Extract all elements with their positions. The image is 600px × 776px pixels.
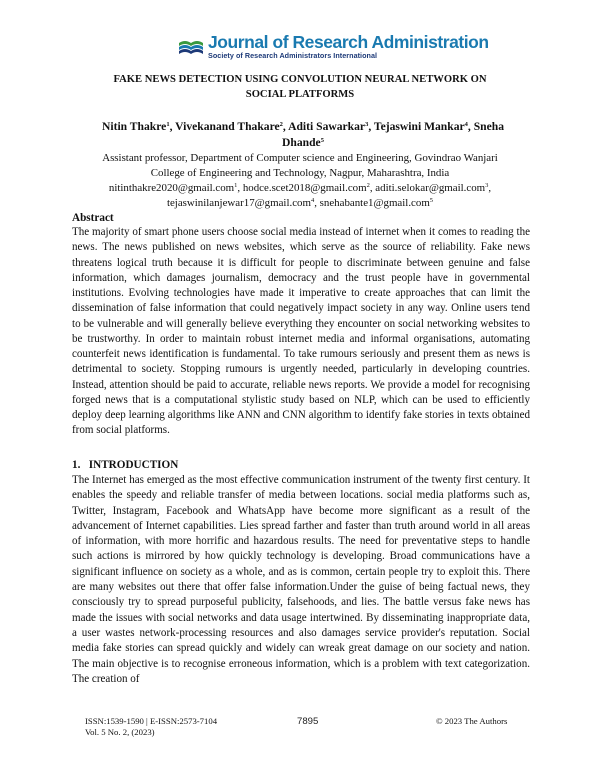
affiliation-line: College of Engineering and Technology, Nagpur, Maharashtra, India <box>150 167 450 179</box>
email-address: nitinthakre2020@gmail.com <box>108 182 235 194</box>
author-name: Sneha Dhande <box>282 120 504 149</box>
author-sup: 5 <box>320 137 324 144</box>
email-sup: 5 <box>429 197 434 204</box>
email-line: nitinthakre2020@gmail.com$^1$, hodce.scet2018@gmail.com$^2$, aditi.selokar@gmail.com$^3$, <box>108 182 492 194</box>
journal-logo <box>178 34 489 60</box>
introduction-body: The Internet has emerged as the most effective communication instrument of the twenty first century. It enables the speedy and reliable transfer of media between locations. social media platforms such as, Twitter, Instagram, Facebook and WhatsApp have become more significant as a result of the advancement of Internet capabilities. Lies spread farther and faster than truth around world in all areas of information, with more horrific and hazardous results. The need for preventative steps to handle such actions is mirrored by how quickly technology is developing. Broad communications have a significant influence on society as a whole, and as is common, certain people try to exploit this. There are many websites out there that offer false information.Under the guise of being factual news, they consciously try to spread purposeful publicity, falsehoods, and lies. The battle versus fake news has made the issues with social networks and data usage intertwined. By disseminating inappropriate data, a user wastes network-processing resources and also damages service provider's reputation. Social media fake stories can spread quickly and widely can wreak great damage on our society and nation. The main objective is to recognise erroneous information, which is a problem with text categorization. The creation of <box>72 474 530 685</box>
footer-issn: ISSN:1539-1590 | E-ISSN:2573-7104 <box>85 716 218 726</box>
email-address: tejaswinilanjewar17@gmail.com <box>166 197 311 209</box>
author-name: Nitin Thakre <box>102 120 167 133</box>
email-sup: 2 <box>366 182 370 189</box>
journal-subtitle: Society of Research Administrators International <box>208 51 378 60</box>
author-name: Aditi Sawarkar <box>288 120 366 133</box>
book-logo-icon <box>178 36 204 58</box>
abstract-heading: Abstract <box>72 212 114 224</box>
email-sup: 4 <box>310 197 315 204</box>
author-name: Vivekanand Thakare <box>175 120 280 133</box>
journal-name: Journal of Research Administration <box>208 32 489 52</box>
email-sup: 3 <box>485 182 489 189</box>
email-line: tejaswinilanjewar17@gmail.com$^4$, snehabante1@gmail.com$^5$ <box>166 197 434 209</box>
footer-copyright: © 2023 The Authors <box>436 716 508 726</box>
email-sup: 1 <box>234 182 238 189</box>
footer-issn-block <box>85 716 217 738</box>
paper-title-line: FAKE NEWS DETECTION USING CONVOLUTION NEURAL NETWORK ON <box>113 74 487 85</box>
author-sup: 2 <box>279 121 283 128</box>
email-address: snehabante1@gmail.com <box>319 197 430 209</box>
introduction-heading: 1. INTRODUCTION <box>72 459 179 471</box>
email-address: hodce.scet2018@gmail.com <box>242 182 367 194</box>
paper-title-line: SOCIAL PLATFORMS <box>245 89 355 100</box>
author-sup: 4 <box>464 121 468 128</box>
affiliation <box>60 151 540 211</box>
author-list: Nitin Thakre$^1$, Vivekanand Thakare$^2$, Aditi Sawarkar$^3$, Tejaswini Mankar$^4$, Sneha Dhande$^5$ <box>102 120 504 149</box>
affiliation-line: Assistant professor, Department of Computer science and Engineering, Govindrao Wanjari <box>102 152 498 164</box>
footer-volume: Vol. 5 No. 2, (2023) <box>85 727 155 737</box>
abstract-body: The majority of smart phone users choose social media instead of internet when it comes to reading the news. The news published on news websites, which serve as the source of reliability. Fake news threatens logical truth because it is difficult for people to discriminate between genuine and false information, which damages journalism, democracy and the trust people have in governmental institutions. Evolving technologies have made it imperative to create approaches that can limit the dissemination of false information that could negatively impact society in any way. Online users tend to be vulnerable and will generally believe everything they encounter on social networking websites to be trustworthy. In order to maintain robust internet media and informal organisations, automating counterfeit news identification is fundamental. To take rumours seriously and present them as news is detrimental to society. Stopping rumours is urgently needed, particularly in developing countries. Instead, attention should be paid to accurate, reliable news reports. We provide a model for recognising forged news that is a computational stylistic study based on NLP, which can be used to efficiently deploy deep learning algorithms like ANN and CNN algorithm to identify fake stories in texts obtained from social platforms. <box>72 226 530 437</box>
author-name: Tejaswini Mankar <box>373 120 465 133</box>
email-address: aditi.selokar@gmail.com <box>375 182 486 194</box>
author-sup: 3 <box>365 121 369 128</box>
paper-title <box>60 72 540 102</box>
page-number: 7895 <box>297 716 319 727</box>
author-sup: 1 <box>166 121 170 128</box>
